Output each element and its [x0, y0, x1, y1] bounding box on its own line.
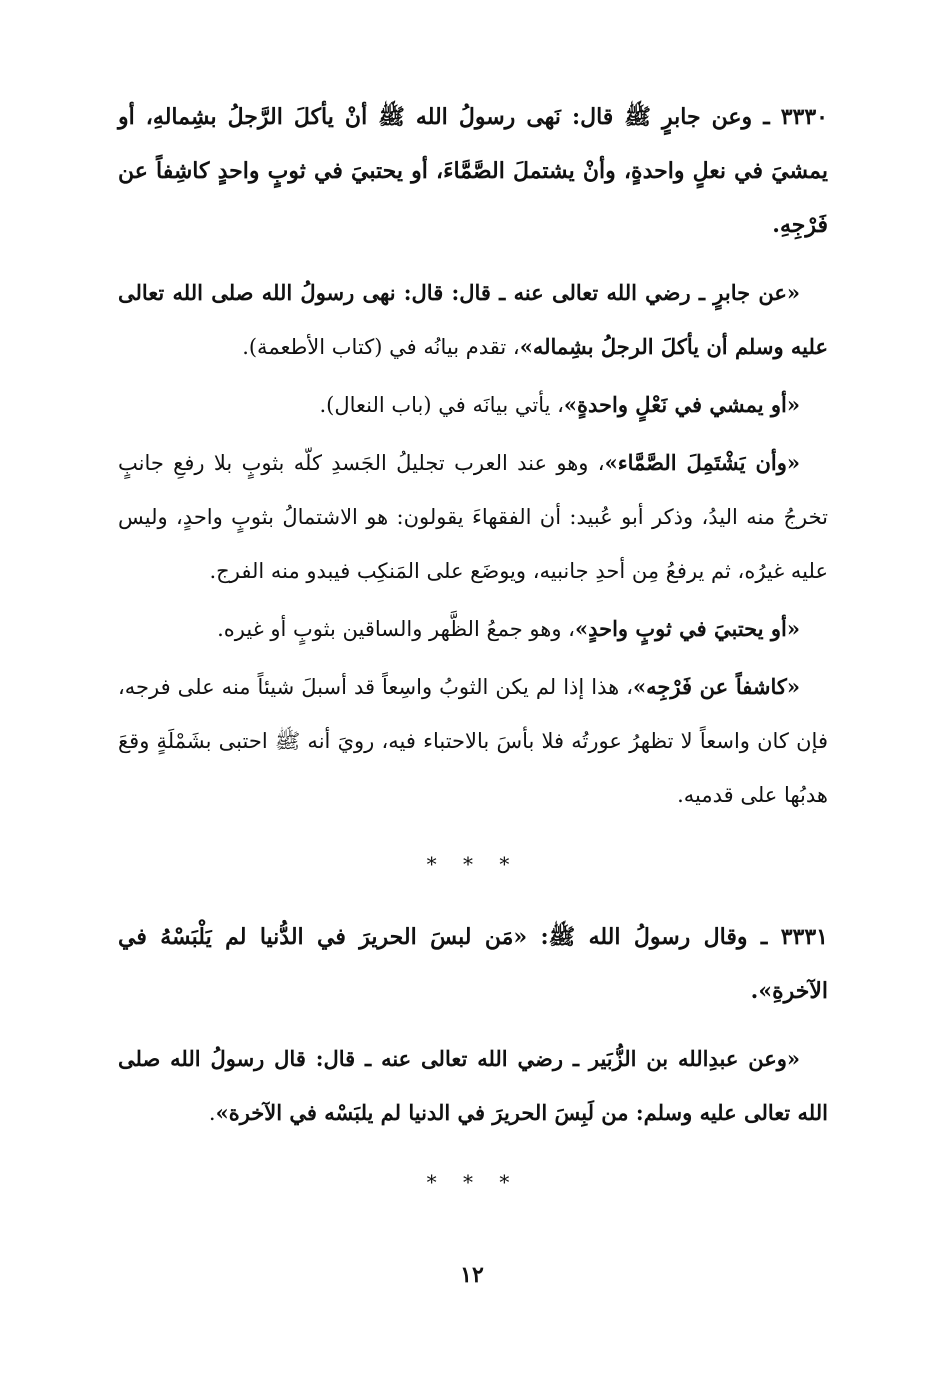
commentary-paragraph [118, 266, 828, 374]
commentary-text: ، تقدم بيانُه في (كتاب الأطعمة). [242, 335, 520, 359]
commentary-text: ، وهو عند العرب تجليلُ الجَسدِ كلّه بثوبٍ بلا رفعِ جانبٍ تخرجُ منه اليدُ، وذكر أبو عُبيد: أن الفقهاءَ يقولون: هو الاشتمالُ بثوبٍ واحدٍ، وليس عليه غيرُه، ثم يرفعُ مِن أحدِ جانبيه، ويوضَع على المَنكِب فيبدو منه الفرج. [118, 451, 828, 583]
commentary-text: . [208, 1101, 216, 1125]
commentary-quote: «وعن عبدِالله بن الزُّبَير ـ رضي الله تعالى عنه ـ قال: قال رسولُ الله صلى الله تعالى عليه وسلم: من لَبِسَ الحريرَ في الدنيا لم يلبَسْه في الآخرة» [118, 1046, 828, 1125]
commentary-paragraph [118, 436, 828, 598]
hadith-3330-text: ٣٣٣٠ ـ وعن جابرٍ ﷺ قال: نَهى رسولُ الله ﷺ أنْ يأكلَ الرَّجلُ بشِمالهِ، أو يمشيَ في نعلٍ واحدةٍ، وأنْ يشتملَ الصَّمَّاءَ، أو يحتبيَ في ثوبٍ واحدٍ كاشِفاً عن فَرْجِهِ. [118, 104, 828, 238]
commentary-paragraph [118, 378, 828, 432]
hadith-3331-text: ٣٣٣١ ـ وقال رسولُ الله ﷺ: «مَن لبسَ الحريرَ في الدُّنيا لم يَلْبَسْهُ في الآخرةِ». [118, 924, 828, 1004]
commentary-text: ، يأتي بيانَه في (باب النعال). [319, 393, 564, 417]
commentary-quote: «أو يمشي في نَعْلٍ واحدةٍ» [563, 392, 800, 417]
commentary-quote: «وأن يَشْتَمِلَ الصَّمَّاء» [604, 450, 800, 475]
page-number: ١٢ [460, 1262, 484, 1288]
section-separator: * * * [426, 852, 520, 876]
commentary-paragraph [118, 602, 828, 656]
section-separator: * * * [426, 1170, 520, 1194]
commentary-paragraph [118, 1032, 828, 1140]
commentary-paragraph [118, 660, 828, 822]
commentary-quote: «عن جابرٍ ـ رضي الله تعالى عنه ـ قال: قال: نهى رسولُ الله صلى الله تعالى عليه وسلم أن يأكلَ الرجلُ بشِماله» [118, 280, 828, 359]
commentary-quote: «كاشفاً عن فَرْجِه» [633, 674, 800, 699]
commentary-text: ، وهو جمعُ الظَّهر والساقين بثوبٍ أو غيره. [217, 617, 575, 641]
commentary-quote: «أو يحتبيَ في ثوبٍ واحدٍ» [574, 616, 800, 641]
commentary-text: ، هذا إذا لم يكن الثوبُ واسِعاً قد أسبلَ شيئاً منه على فرجه، فإن كان واسعاً لا تظهرُ عورتُه فلا بأسَ بالاحتباء فيه، رويَ أنه ﷺ احتبى بشَمْلَةٍ وقعَ هدبُها على قدميه. [118, 675, 828, 807]
book-page [118, 90, 828, 1228]
